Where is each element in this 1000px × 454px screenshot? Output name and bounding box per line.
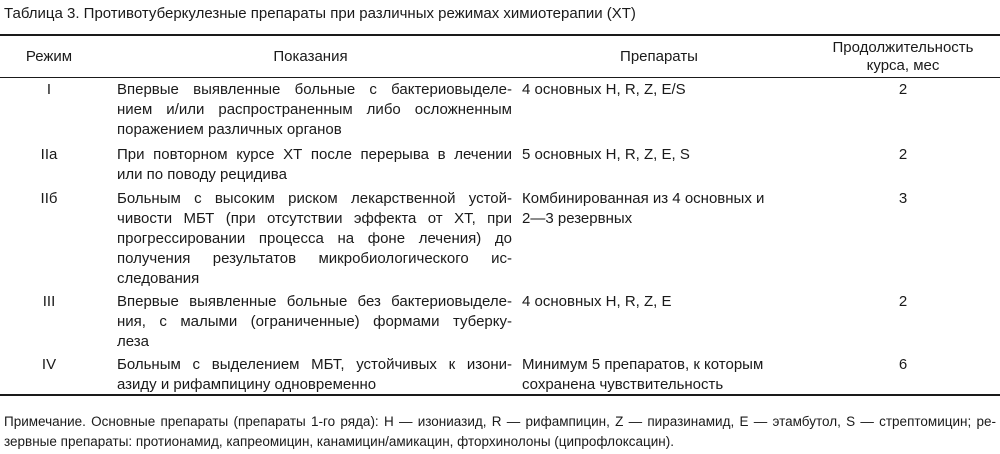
table-bottom-rule (0, 394, 1000, 396)
row-duration: 3 (898, 190, 908, 207)
header-rule (0, 77, 1000, 78)
indication-line: Больным с высоким риском лекарственной устой- (117, 190, 512, 207)
drug-line: 4 основных H, R, Z, E (522, 293, 672, 310)
row-drugs (522, 355, 797, 395)
indication-line: чивости МБТ (при отсутствии эффекта от ХТ, при (117, 210, 512, 227)
note-line: зервные препараты: протионамид, капреомицин, канамицин/амикацин, фторхинолоны (ципрофлоксацин). (4, 434, 675, 449)
indication-line: Больным с выделением МБТ, устойчивых к изони- (117, 356, 512, 373)
row-duration: 2 (898, 293, 908, 310)
indication-line: нием и/или распространенным либо осложненным (117, 101, 512, 118)
table-note (4, 412, 996, 452)
indication-line: азиду и рифампицину одновременно (117, 376, 377, 393)
drug-line: сохранена чувствительность (522, 376, 724, 393)
row-indications (117, 80, 512, 140)
row-drugs (522, 80, 797, 100)
row-duration: 2 (898, 146, 908, 163)
header-duration-line1: Продолжительность (832, 38, 974, 56)
row-duration: 2 (898, 81, 908, 98)
row-regime: IIб (40, 190, 58, 207)
table-caption: Таблица 3. Противотуберкулезные препараты при различных режимах химиотерапии (ХТ) (4, 5, 636, 22)
header-duration-line2: курса, мес (866, 56, 940, 74)
row-drugs (522, 145, 797, 165)
row-duration: 6 (898, 356, 908, 373)
indication-line: или по поводу рецидива (117, 166, 287, 183)
drug-line: Минимум 5 препаратов, к которым (522, 356, 764, 373)
row-drugs (522, 292, 797, 312)
row-drugs (522, 189, 797, 229)
indication-line: ния, с малыми (ограниченные) формами туберку- (117, 313, 512, 330)
row-indications (117, 355, 512, 395)
row-indications (117, 292, 512, 352)
header-indications: Показания (273, 47, 348, 65)
indication-line: При повторном курсе ХТ после перерыва в лечении (117, 146, 512, 163)
header-regime: Режим (25, 47, 73, 65)
drug-line: 4 основных H, R, Z, E/S (522, 81, 686, 98)
header-duration (808, 36, 998, 77)
indication-line: леза (117, 333, 149, 350)
drug-line: 5 основных H, R, Z, E, S (522, 146, 690, 163)
row-indications (117, 145, 512, 185)
row-regime: I (46, 81, 52, 98)
row-indications (117, 189, 512, 289)
indication-line: Впервые выявленные больные с бактериовыделе- (117, 81, 512, 98)
drug-line: Комбинированная из 4 основных и (522, 190, 765, 207)
note-line: Примечание. Основные препараты (препараты 1-го ряда): H — изониазид, R — рифампицин, Z — пиразинамид, E — этамбутол, S — стрептомицин; ре- (4, 414, 996, 429)
indication-line: следования (117, 270, 200, 287)
row-regime: IV (41, 356, 57, 373)
row-regime: IIa (40, 146, 58, 163)
indication-line: получения результатов микробиологического ис- (117, 250, 512, 267)
header-drugs: Препараты (620, 47, 698, 65)
drug-line: 2—3 резервных (522, 210, 633, 227)
row-regime: III (42, 293, 56, 310)
indication-line: Впервые выявленные больные без бактериовыделе- (117, 293, 512, 310)
indication-line: прогрессировании процесса на фоне лечения) до (117, 230, 512, 247)
indication-line: поражением различных органов (117, 121, 342, 138)
